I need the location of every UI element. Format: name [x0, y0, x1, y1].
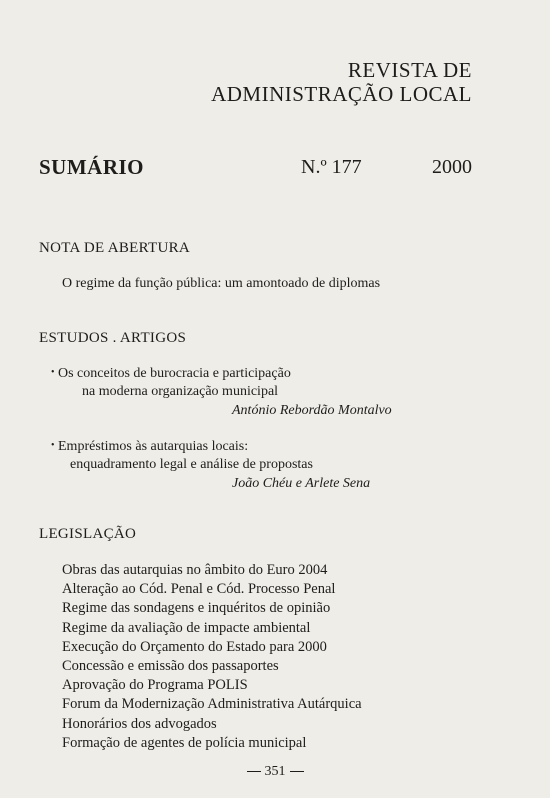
estudo-1-author: António Rebordão Montalvo [232, 403, 392, 418]
list-item: Aprovação do Programa POLIS [62, 677, 248, 694]
estudo-2-title-line2: enquadramento legal e análise de propostas [70, 457, 313, 472]
list-item: Obras das autarquias no âmbito do Euro 2004 [62, 562, 328, 578]
journal-title-line1: REVISTA DE [347, 58, 472, 82]
list-item: Regime das sondagens e inquéritos de opinião [62, 600, 331, 617]
list-item: Forum da Modernização Administrativa Autárquica [62, 696, 362, 713]
journal-title [211, 58, 472, 106]
list-item: Execução do Orçamento do Estado para 2000 [62, 638, 327, 655]
journal-title-line2: ADMINISTRAÇÃO LOCAL [211, 82, 472, 106]
page-number-text: 351 [264, 764, 286, 779]
dash-left [247, 771, 261, 772]
bullet-marker: • [51, 440, 55, 451]
estudo-2-author: João Chéu e Arlete Sena [232, 476, 371, 491]
list-item: Alteração ao Cód. Penal e Cód. Processo Penal [62, 581, 336, 598]
issue-number: N.º 177 [301, 156, 362, 178]
page-number [0, 764, 550, 780]
list-item: Formação de agentes de polícia municipal [62, 734, 307, 751]
legislacao-list [62, 561, 362, 753]
nota-item: O regime da função pública: um amontoado de diplomas [62, 276, 381, 291]
bullet-marker: • [51, 367, 55, 378]
estudo-2-title-line1: Empréstimos às autarquias locais: [58, 439, 249, 454]
section-estudos-heading: ESTUDOS . ARTIGOS [39, 330, 187, 346]
list-item: Honorários dos advogados [62, 715, 217, 732]
sumario-heading: SUMÁRIO [39, 155, 145, 179]
estudo-1-title-line2: na moderna organização municipal [82, 384, 279, 399]
list-item: Concessão e emissão dos passaportes [62, 658, 279, 675]
dash-right [290, 771, 304, 772]
section-nota-heading: NOTA DE ABERTURA [39, 240, 191, 256]
list-item: Regime da avaliação de impacte ambiental [62, 619, 311, 636]
estudo-1-title-line1: Os conceitos de burocracia e participação [58, 366, 291, 381]
issue-year: 2000 [432, 156, 472, 178]
section-legislacao-heading: LEGISLAÇÃO [39, 526, 137, 542]
